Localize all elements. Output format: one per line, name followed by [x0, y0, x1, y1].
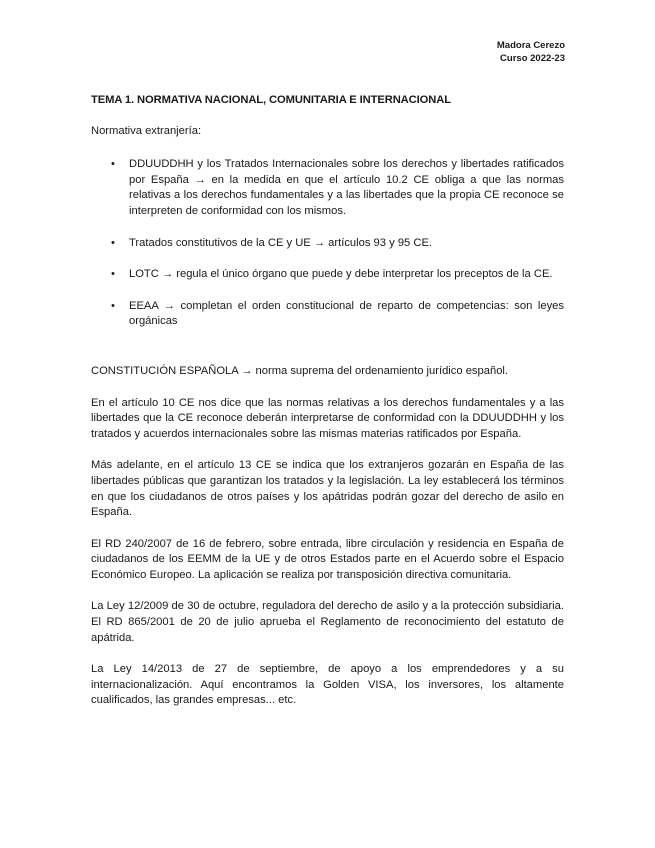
- bullet-icon: •: [111, 236, 115, 249]
- page-header: [497, 39, 565, 65]
- list-item-text: EEAA → completan el orden constitucional de reparto de competencias: son leyes orgánicas: [129, 299, 564, 328]
- author-name: Madora Cerezo: [496, 40, 565, 51]
- paragraph-articulo-13: Más adelante, en el artículo 13 CE se indica que los extranjeros gozarán en España de las libertades públicas que garantizan los tratados y la legislación. La ley establecerá los términos en que los ciudadanos de otros países y los apátridas podrán gozar del derecho de asilo en España.: [91, 459, 564, 519]
- list-item: [91, 299, 564, 330]
- bullet-list: [91, 157, 564, 330]
- document-title: TEMA 1. NORMATIVA NACIONAL, COMUNITARIA E INTERNACIONAL: [91, 94, 451, 106]
- document-body: [91, 93, 564, 725]
- paragraph-rd-240-2007: El RD 240/2007 de 16 de febrero, sobre entrada, libre circulación y residencia en España de ciudadanos de los EEMM de la UE y de otros Estados parte en el Acuerdo sobre el Espacio Económico Europeo. La aplicación se realiza por transposición directiva comunitaria.: [91, 537, 564, 581]
- list-item-text: LOTC → regula el único órgano que puede y debe interpretar los preceptos de la CE.: [129, 268, 553, 281]
- paragraph-constitucion: CONSTITUCIÓN ESPAÑOLA → norma suprema del ordenamiento jurídico español.: [91, 364, 509, 377]
- bullet-icon: •: [111, 299, 115, 312]
- course-year: Curso 2022-23: [500, 53, 565, 64]
- paragraph-articulo-10: En el artículo 10 CE nos dice que las normas relativas a los derechos fundamentales y a las libertades que la CE reconoce deberán interpretarse de conformidad con la DDUUDDHH y los tratados y acuerdos internacionales sobre las mismas materias ratificados por España.: [91, 396, 564, 440]
- bullet-icon: •: [111, 268, 115, 281]
- list-item: [91, 267, 564, 283]
- section-subheading: Normativa extranjería:: [91, 124, 202, 137]
- paragraph-ley-12-2009: La Ley 12/2009 de 30 de octubre, reguladora del derecho de asilo y a la protección subsidiaria. El RD 865/2001 de 20 de julio aprueba el Reglamento de reconocimiento del estatuto de apátrida.: [91, 600, 564, 644]
- paragraph-ley-14-2013: La Ley 14/2013 de 27 de septiembre, de apoyo a los emprendedores y a su internacionalización. Aquí encontramos la Golden VISA, los inversores, los altamente cualificados, las grandes empresas... etc.: [91, 663, 564, 707]
- bullet-icon: •: [111, 158, 115, 171]
- list-item-text: Tratados constitutivos de la CE y UE → artículos 93 y 95 CE.: [129, 236, 433, 249]
- list-item-text: DDUUDDHH y los Tratados Internacionales sobre los derechos y libertades ratificados por España → en la medida en que el artículo 10.2 CE obliga a que las normas relativas a los derechos fundamentales y a las libertades que la propia CE reconoce se interpreten de conformidad con los mismos.: [129, 158, 564, 217]
- list-item: [91, 236, 564, 252]
- list-item: [91, 157, 564, 219]
